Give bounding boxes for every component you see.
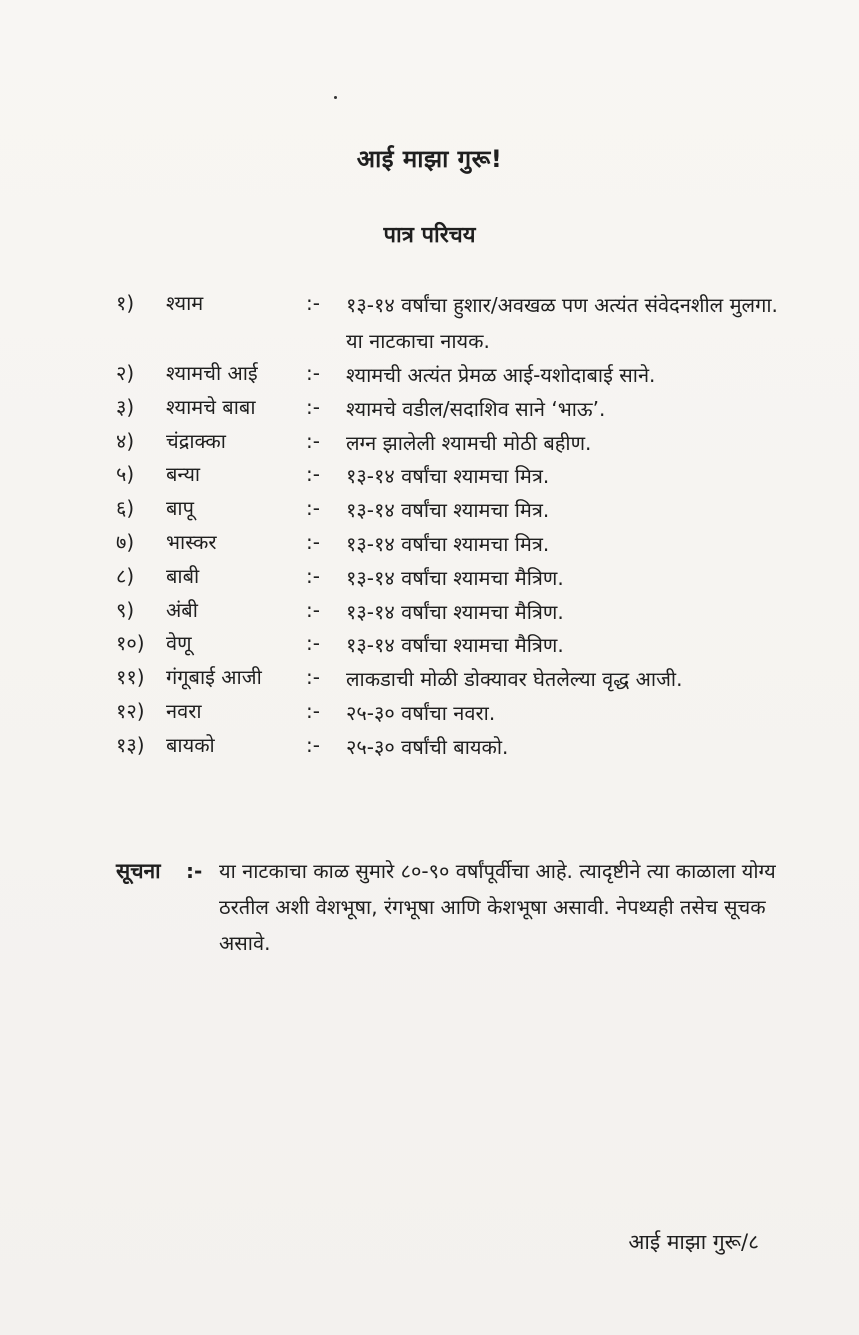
cast-number: १०) — [116, 631, 145, 656]
cast-description: लाकडाची मोळी डोक्यावर घेतलेल्या वृद्ध आजी. — [346, 667, 683, 692]
cast-name: नवरा — [166, 698, 202, 723]
cast-name: बन्या — [166, 462, 201, 487]
cast-name: भास्कर — [166, 529, 217, 554]
cast-row — [116, 560, 796, 594]
cast-separator: :- — [306, 665, 320, 690]
cast-number: ७) — [116, 529, 135, 554]
cast-name: चंद्राक्का — [166, 428, 226, 453]
cast-row — [116, 425, 796, 459]
cast-row — [116, 357, 796, 391]
production-note — [116, 853, 776, 961]
cast-name: श्यामची आई — [166, 361, 258, 385]
cast-description: १३-१४ वर्षांचा श्यामचा मित्र. — [346, 498, 550, 523]
cast-name: बापू — [166, 496, 194, 521]
cast-separator: :- — [306, 631, 320, 656]
cast-separator: :- — [306, 394, 320, 419]
cast-description: १३-१४ वर्षांचा श्यामचा मैत्रिण. — [346, 599, 564, 624]
cast-number: ९) — [116, 597, 135, 622]
cast-row — [116, 526, 796, 560]
cast-number: १२) — [116, 698, 145, 723]
cast-description: १३-१४ वर्षांचा श्यामचा मैत्रिण. — [346, 565, 564, 590]
cast-row — [116, 458, 796, 492]
cast-list — [116, 287, 796, 763]
cast-row — [116, 729, 796, 763]
cast-separator: :- — [306, 529, 320, 554]
ink-speck — [334, 96, 337, 99]
cast-separator: :- — [306, 496, 320, 521]
note-separator: :- — [186, 859, 203, 883]
cast-number: ३) — [116, 394, 135, 419]
cast-description: २५-३० वर्षांची बायको. — [346, 734, 509, 759]
cast-row — [116, 492, 796, 526]
cast-description: १३-१४ वर्षांचा श्यामचा मैत्रिण. — [346, 633, 564, 658]
cast-name: अंबी — [166, 597, 198, 622]
cast-number: ४) — [116, 428, 135, 453]
cast-description: श्यामचे वडील/सदाशिव साने ‘भाऊ’. — [346, 396, 606, 421]
cast-name: बायको — [166, 732, 215, 757]
cast-description: १३-१४ वर्षांचा हुशार/अवखळ पण अत्यंत संवेदनशील मुलगा. या नाटकाचा नायक. — [346, 293, 778, 353]
cast-description: १३-१४ वर्षांचा श्यामचा मित्र. — [346, 531, 550, 556]
cast-number: ५) — [116, 462, 135, 487]
cast-number: १३) — [116, 732, 145, 757]
cast-separator: :- — [306, 428, 320, 453]
cast-separator: :- — [306, 291, 320, 315]
cast-separator: :- — [306, 361, 320, 385]
cast-row — [116, 627, 796, 661]
cast-name: श्यामचे बाबा — [166, 394, 256, 419]
cast-name: बाबी — [166, 563, 200, 588]
cast-row — [116, 594, 796, 628]
note-label: सूचना — [116, 859, 161, 883]
cast-row — [116, 287, 796, 357]
page-title: आई माझा गुरू! — [356, 145, 503, 173]
cast-number: ८) — [116, 563, 135, 588]
cast-row — [116, 391, 796, 425]
page-footer: आई माझा गुरू/८ — [628, 1230, 759, 1254]
cast-separator: :- — [306, 563, 320, 588]
cast-description: श्यामची अत्यंत प्रेमळ आई-यशोदाबाई साने. — [346, 363, 656, 387]
note-text: या नाटकाचा काळ सुमारे ८०-९० वर्षांपूर्वीचा आहे. त्यादृष्टीने त्या काळाला योग्य ठरतील अशी वेशभूषा, रंगभूषा आणि केशभूषा असावी. नेपथ्यही तसेच सूचक असावे. — [219, 859, 776, 955]
cast-separator: :- — [306, 732, 320, 757]
cast-number: २) — [116, 361, 135, 385]
cast-number: ६) — [116, 496, 135, 521]
cast-name: वेणू — [166, 631, 192, 656]
cast-number: १) — [116, 291, 135, 315]
cast-description: १३-१४ वर्षांचा श्यामचा मित्र. — [346, 464, 550, 489]
cast-number: ११) — [116, 665, 145, 690]
cast-row — [116, 695, 796, 729]
cast-separator: :- — [306, 597, 320, 622]
cast-name: श्याम — [166, 291, 204, 315]
cast-separator: :- — [306, 698, 320, 723]
cast-separator: :- — [306, 462, 320, 487]
cast-name: गंगूबाई आजी — [166, 665, 262, 690]
cast-row — [116, 661, 796, 695]
cast-description: २५-३० वर्षांचा नवरा. — [346, 700, 496, 725]
cast-description: लग्न झालेली श्यामची मोठी बहीण. — [346, 430, 592, 455]
section-heading: पात्र परिचय — [383, 223, 476, 248]
